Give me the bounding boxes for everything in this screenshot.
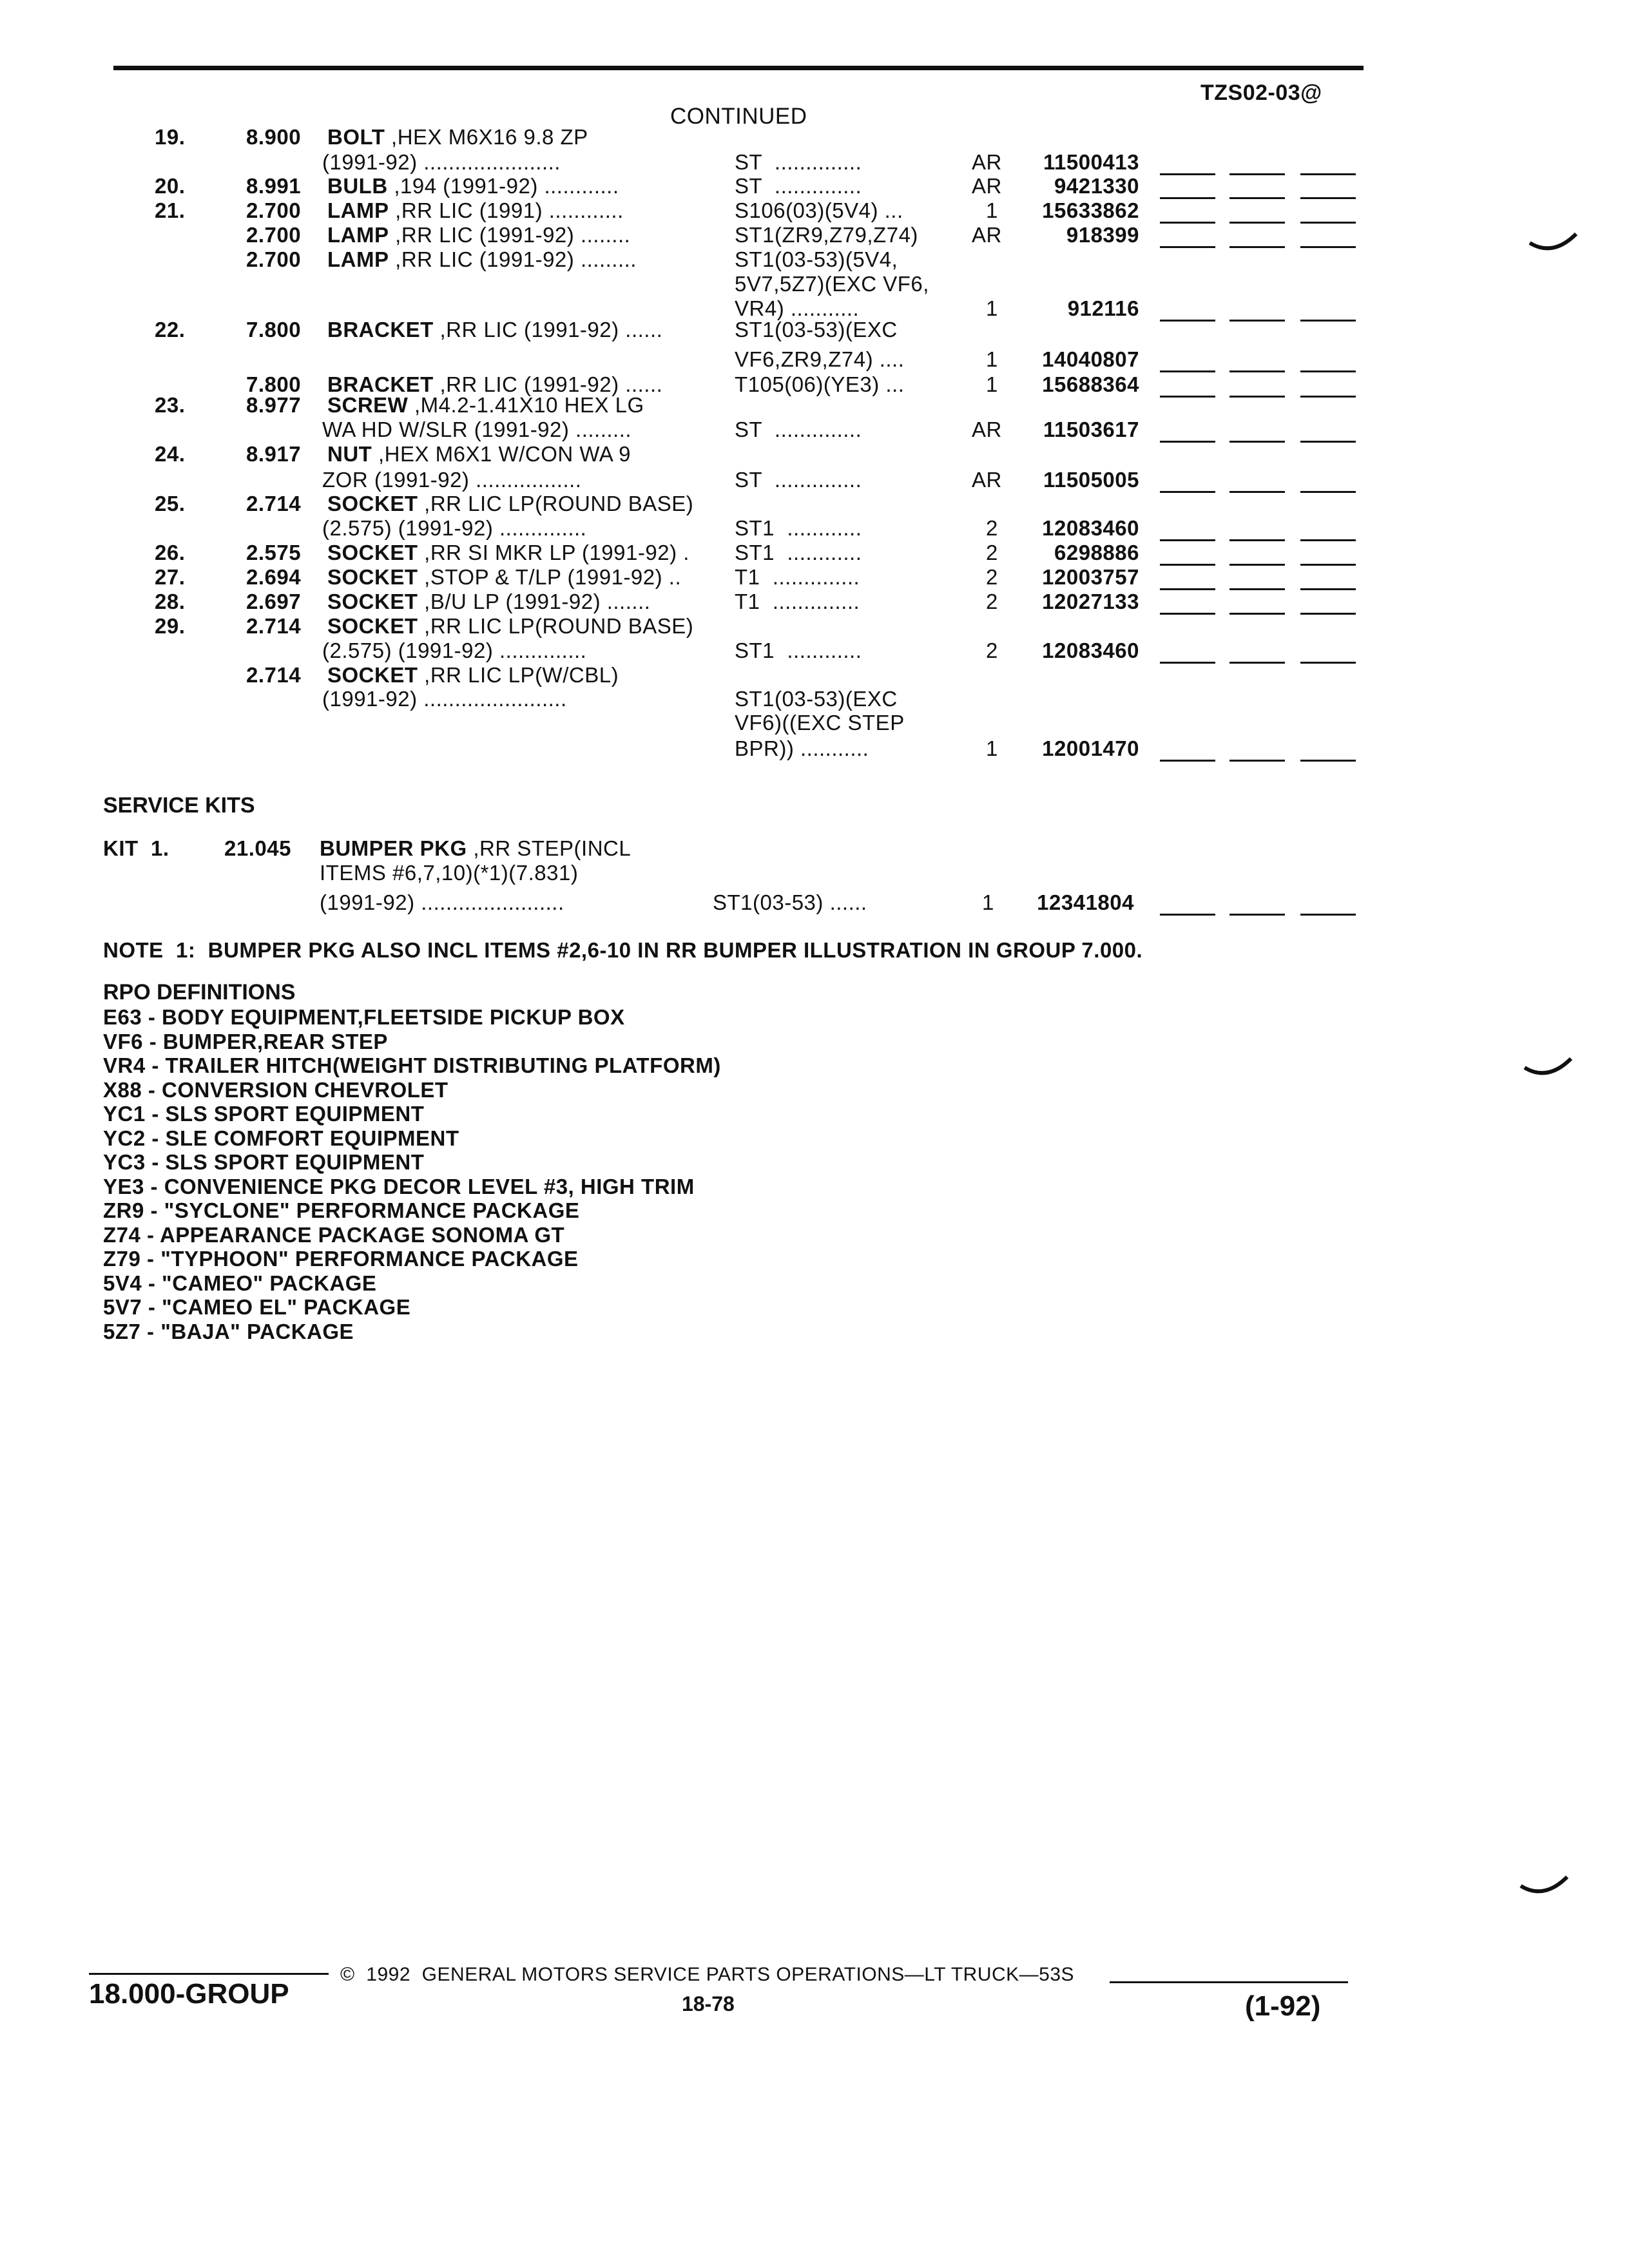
part-number: 912116 <box>1067 296 1139 320</box>
part-number: 12083460 <box>1042 639 1139 662</box>
rpo-definition: YC3 - SLS SPORT EQUIPMENT <box>103 1150 425 1174</box>
item-number: 19. <box>155 125 186 149</box>
margin-mark <box>1522 1053 1574 1086</box>
part-detail-continued: (1991-92) ....................... <box>322 687 567 711</box>
service-kits-heading: SERVICE KITS <box>103 793 255 818</box>
entry-blank-line <box>1229 197 1285 199</box>
entry-blank-line <box>1300 197 1356 199</box>
entry-blank-line <box>1160 564 1215 566</box>
kit-detail: ,RR STEP(INCL <box>467 836 631 860</box>
part-description <box>327 542 689 563</box>
kit-number: KIT 1. <box>103 836 169 860</box>
entry-blank-line <box>1229 222 1285 224</box>
part-name: BULB <box>327 174 388 198</box>
entry-blank-line <box>1300 539 1356 541</box>
kit-detail-continued: (1991-92) ....................... <box>320 890 564 914</box>
part-detail: ,RR LIC (1991) ............ <box>389 198 624 222</box>
part-detail-continued: ZOR (1991-92) ................. <box>322 468 582 492</box>
quantity: 2 <box>986 565 998 589</box>
part-detail: ,RR LIC LP(W/CBL) <box>418 663 619 687</box>
usage-code: T105(06)(YE3) ... <box>735 372 905 396</box>
part-name: LAMP <box>327 198 389 222</box>
item-number: 25. <box>155 492 186 515</box>
kit-name: BUMPER PKG <box>320 836 467 860</box>
entry-blank-line <box>1160 914 1215 916</box>
entry-blank-line <box>1229 441 1285 443</box>
entry-blank-line <box>1160 662 1215 664</box>
entry-blank-line <box>1300 760 1356 762</box>
part-detail: ,RR LIC (1991-92) ...... <box>433 372 663 396</box>
part-description <box>327 175 619 197</box>
item-number: 28. <box>155 590 186 613</box>
footer-page-number: 18-78 <box>682 1992 735 2015</box>
entry-blank-line <box>1300 370 1356 372</box>
rpo-definition: 5V4 - "CAMEO" PACKAGE <box>103 1271 377 1295</box>
usage-code: ST .............. <box>735 468 862 492</box>
part-number: 11503617 <box>1043 418 1139 441</box>
rpo-definition: Z79 - "TYPHOON" PERFORMANCE PACKAGE <box>103 1247 579 1271</box>
entry-blank-line <box>1160 246 1215 248</box>
item-number: 20. <box>155 174 186 198</box>
part-description <box>327 224 630 245</box>
quantity: AR <box>972 468 1002 492</box>
part-detail-continued: (2.575) (1991-92) .............. <box>322 639 587 662</box>
entry-blank-line <box>1300 613 1356 615</box>
rpo-definition: YC1 - SLS SPORT EQUIPMENT <box>103 1102 425 1126</box>
entry-blank-line <box>1229 491 1285 493</box>
entry-blank-line <box>1229 914 1285 916</box>
part-description <box>327 664 619 686</box>
part-number: 11505005 <box>1043 468 1139 492</box>
part-number: 12003757 <box>1042 565 1139 589</box>
group-number: 2.700 <box>246 223 302 247</box>
footer-rule-left <box>89 1973 329 1975</box>
item-number: 29. <box>155 614 186 638</box>
part-name: LAMP <box>327 247 389 271</box>
entry-blank-line <box>1300 588 1356 590</box>
part-description <box>327 394 644 416</box>
usage-code: VR4) ........... <box>735 296 860 320</box>
entry-blank-line <box>1300 173 1356 175</box>
entry-blank-line <box>1300 914 1356 916</box>
usage-code: ST .............. <box>735 150 862 174</box>
group-number: 7.800 <box>246 372 302 396</box>
usage-code: ST1(03-53) ...... <box>713 890 867 914</box>
part-name: SCREW <box>327 393 409 417</box>
part-name: BOLT <box>327 125 385 149</box>
part-detail: ,RR LIC LP(ROUND BASE) <box>418 492 694 515</box>
rpo-definition: Z74 - APPEARANCE PACKAGE SONOMA GT <box>103 1222 565 1247</box>
group-number: 8.977 <box>246 393 302 417</box>
part-number: 12027133 <box>1042 590 1139 613</box>
entry-blank-line <box>1160 588 1215 590</box>
usage-code: ST .............. <box>735 418 862 441</box>
part-detail: ,HEX M6X16 9.8 ZP <box>385 125 588 149</box>
entry-blank-line <box>1300 222 1356 224</box>
entry-blank-line <box>1160 760 1215 762</box>
part-detail-continued: (1991-92) ...................... <box>322 150 561 174</box>
part-description <box>327 319 662 340</box>
item-number: 23. <box>155 393 186 417</box>
entry-blank-line <box>1229 662 1285 664</box>
part-number: 15633862 <box>1042 198 1139 222</box>
part-detail-continued: WA HD W/SLR (1991-92) ......... <box>322 418 632 441</box>
usage-code: T1 .............. <box>735 590 860 613</box>
footer-copyright: © 1992 GENERAL MOTORS SERVICE PARTS OPERATIONS—LT TRUCK—53S <box>340 1964 1075 1985</box>
part-detail: ,194 (1991-92) ............ <box>387 174 619 198</box>
entry-blank-line <box>1300 564 1356 566</box>
part-number: 918399 <box>1066 223 1139 247</box>
part-name: SOCKET <box>327 565 418 589</box>
footer-date: (1-92) <box>1245 1990 1321 2022</box>
quantity: 1 <box>986 347 998 371</box>
part-detail: ,HEX M6X1 W/CON WA 9 <box>372 442 631 466</box>
footer-rule-right <box>1110 1981 1348 1983</box>
part-number: 15688364 <box>1042 372 1139 396</box>
part-name: NUT <box>327 442 372 466</box>
entry-blank-line <box>1229 173 1285 175</box>
group-number: 2.714 <box>246 492 302 515</box>
part-detail-continued: (2.575) (1991-92) .............. <box>322 516 587 540</box>
part-description <box>327 200 624 221</box>
part-name: SOCKET <box>327 614 418 638</box>
item-number: 21. <box>155 198 186 222</box>
part-number: 12083460 <box>1042 516 1139 540</box>
group-number: 2.697 <box>246 590 302 613</box>
part-detail: ,RR LIC (1991-92) ........ <box>389 223 631 247</box>
kit-description <box>320 838 631 859</box>
part-description <box>327 566 681 588</box>
part-name: SOCKET <box>327 492 418 515</box>
part-detail: ,RR LIC LP(ROUND BASE) <box>418 614 694 638</box>
quantity: AR <box>972 150 1002 174</box>
entry-blank-line <box>1300 491 1356 493</box>
part-detail: ,B/U LP (1991-92) ....... <box>418 590 651 613</box>
usage-code: VF6)((EXC STEP <box>735 711 905 735</box>
usage-code: ST1(03-53)(5V4, <box>735 247 898 271</box>
part-number: 14040807 <box>1042 347 1139 371</box>
part-detail: ,RR SI MKR LP (1991-92) . <box>418 541 689 564</box>
rpo-definition: VF6 - BUMPER,REAR STEP <box>103 1029 388 1053</box>
entry-blank-line <box>1300 396 1356 398</box>
entry-blank-line <box>1229 760 1285 762</box>
part-name: BRACKET <box>327 372 434 396</box>
part-description <box>327 126 588 148</box>
part-name: SOCKET <box>327 541 418 564</box>
part-description <box>327 615 693 637</box>
part-number: 11500413 <box>1043 150 1139 174</box>
usage-code: ST1(ZR9,Z79,Z74) <box>735 223 918 247</box>
entry-blank-line <box>1160 396 1215 398</box>
rpo-definition: YC2 - SLE COMFORT EQUIPMENT <box>103 1126 459 1150</box>
rpo-definitions-heading: RPO DEFINITIONS <box>103 980 296 1004</box>
quantity: 1 <box>982 890 994 914</box>
usage-code: ST1(03-53)(EXC <box>735 687 898 711</box>
continued-label: CONTINUED <box>670 104 807 129</box>
rpo-definition: E63 - BODY EQUIPMENT,FLEETSIDE PICKUP BOX <box>103 1005 625 1029</box>
part-description <box>327 249 637 270</box>
rpo-definition: 5V7 - "CAMEO EL" PACKAGE <box>103 1295 411 1319</box>
usage-code: ST1 ............ <box>735 516 862 540</box>
entry-blank-line <box>1229 320 1285 322</box>
usage-code: T1 .............. <box>735 565 860 589</box>
entry-blank-line <box>1300 441 1356 443</box>
quantity: 1 <box>986 296 998 320</box>
margin-mark <box>1527 229 1579 261</box>
item-number: 24. <box>155 442 186 466</box>
quantity: 2 <box>986 516 998 540</box>
entry-blank-line <box>1160 197 1215 199</box>
usage-code: VF6,ZR9,Z74) .... <box>735 347 905 371</box>
quantity: 1 <box>986 372 998 396</box>
part-detail: ,RR LIC (1991-92) ......... <box>389 247 637 271</box>
group-number: 21.045 <box>224 836 291 860</box>
margin-mark <box>1518 1872 1570 1904</box>
document-code: TZS02-03@ <box>1200 81 1322 105</box>
entry-blank-line <box>1300 662 1356 664</box>
group-number: 2.700 <box>246 247 302 271</box>
part-description <box>327 443 631 465</box>
part-name: LAMP <box>327 223 389 247</box>
entry-blank-line <box>1300 246 1356 248</box>
group-number: 2.694 <box>246 565 302 589</box>
group-number: 2.714 <box>246 663 302 687</box>
entry-blank-line <box>1300 320 1356 322</box>
part-name: SOCKET <box>327 590 418 613</box>
top-rule <box>113 66 1364 70</box>
entry-blank-line <box>1229 613 1285 615</box>
entry-blank-line <box>1229 246 1285 248</box>
group-number: 2.700 <box>246 198 302 222</box>
part-description <box>327 374 662 395</box>
entry-blank-line <box>1160 539 1215 541</box>
part-name: SOCKET <box>327 663 418 687</box>
group-number: 8.900 <box>246 125 302 149</box>
item-number: 26. <box>155 541 186 564</box>
entry-blank-line <box>1229 539 1285 541</box>
part-number: 6298886 <box>1054 541 1139 564</box>
group-number: 2.575 <box>246 541 302 564</box>
note-1: NOTE 1: BUMPER PKG ALSO INCL ITEMS #2,6-10 IN RR BUMPER ILLUSTRATION IN GROUP 7.000. <box>103 938 1143 962</box>
entry-blank-line <box>1160 370 1215 372</box>
part-detail: ,STOP & T/LP (1991-92) .. <box>418 565 682 589</box>
item-number: 22. <box>155 318 186 341</box>
quantity: 2 <box>986 639 998 662</box>
part-description <box>327 591 650 612</box>
quantity: 2 <box>986 590 998 613</box>
entry-blank-line <box>1229 564 1285 566</box>
usage-code: 5V7,5Z7)(EXC VF6, <box>735 272 929 296</box>
quantity: AR <box>972 174 1002 198</box>
part-detail: ,M4.2-1.41X10 HEX LG <box>408 393 644 417</box>
kit-detail-continued: ITEMS #6,7,10)(*1)(7.831) <box>320 861 579 885</box>
rpo-definition: YE3 - CONVENIENCE PKG DECOR LEVEL #3, HIGH TRIM <box>103 1174 695 1198</box>
rpo-definition: ZR9 - "SYCLONE" PERFORMANCE PACKAGE <box>103 1198 580 1222</box>
quantity: AR <box>972 223 1002 247</box>
rpo-definition: X88 - CONVERSION CHEVROLET <box>103 1077 448 1102</box>
quantity: AR <box>972 418 1002 441</box>
entry-blank-line <box>1229 588 1285 590</box>
rpo-definition: VR4 - TRAILER HITCH(WEIGHT DISTRIBUTING PLATFORM) <box>103 1053 721 1077</box>
part-description <box>327 493 693 514</box>
rpo-definition: 5Z7 - "BAJA" PACKAGE <box>103 1319 354 1343</box>
usage-code: ST1 ............ <box>735 639 862 662</box>
entry-blank-line <box>1160 441 1215 443</box>
entry-blank-line <box>1160 491 1215 493</box>
entry-blank-line <box>1160 222 1215 224</box>
group-number: 7.800 <box>246 318 302 341</box>
part-number: 9421330 <box>1054 174 1139 198</box>
item-number: 27. <box>155 565 186 589</box>
group-number: 8.991 <box>246 174 302 198</box>
footer-group: 18.000-GROUP <box>89 1978 289 2010</box>
entry-blank-line <box>1160 173 1215 175</box>
usage-code: ST .............. <box>735 174 862 198</box>
entry-blank-line <box>1229 396 1285 398</box>
part-name: BRACKET <box>327 318 434 341</box>
entry-blank-line <box>1229 370 1285 372</box>
entry-blank-line <box>1160 613 1215 615</box>
usage-code: ST1(03-53)(EXC <box>735 318 898 341</box>
group-number: 8.917 <box>246 442 302 466</box>
group-number: 2.714 <box>246 614 302 638</box>
quantity: 1 <box>986 198 998 222</box>
part-number: 12341804 <box>1037 890 1134 914</box>
part-number: 12001470 <box>1042 736 1139 760</box>
usage-code: ST1 ............ <box>735 541 862 564</box>
entry-blank-line <box>1160 320 1215 322</box>
usage-code: BPR)) ........... <box>735 736 869 760</box>
usage-code: S106(03)(5V4) ... <box>735 198 903 222</box>
part-detail: ,RR LIC (1991-92) ...... <box>433 318 663 341</box>
quantity: 1 <box>986 736 998 760</box>
quantity: 2 <box>986 541 998 564</box>
